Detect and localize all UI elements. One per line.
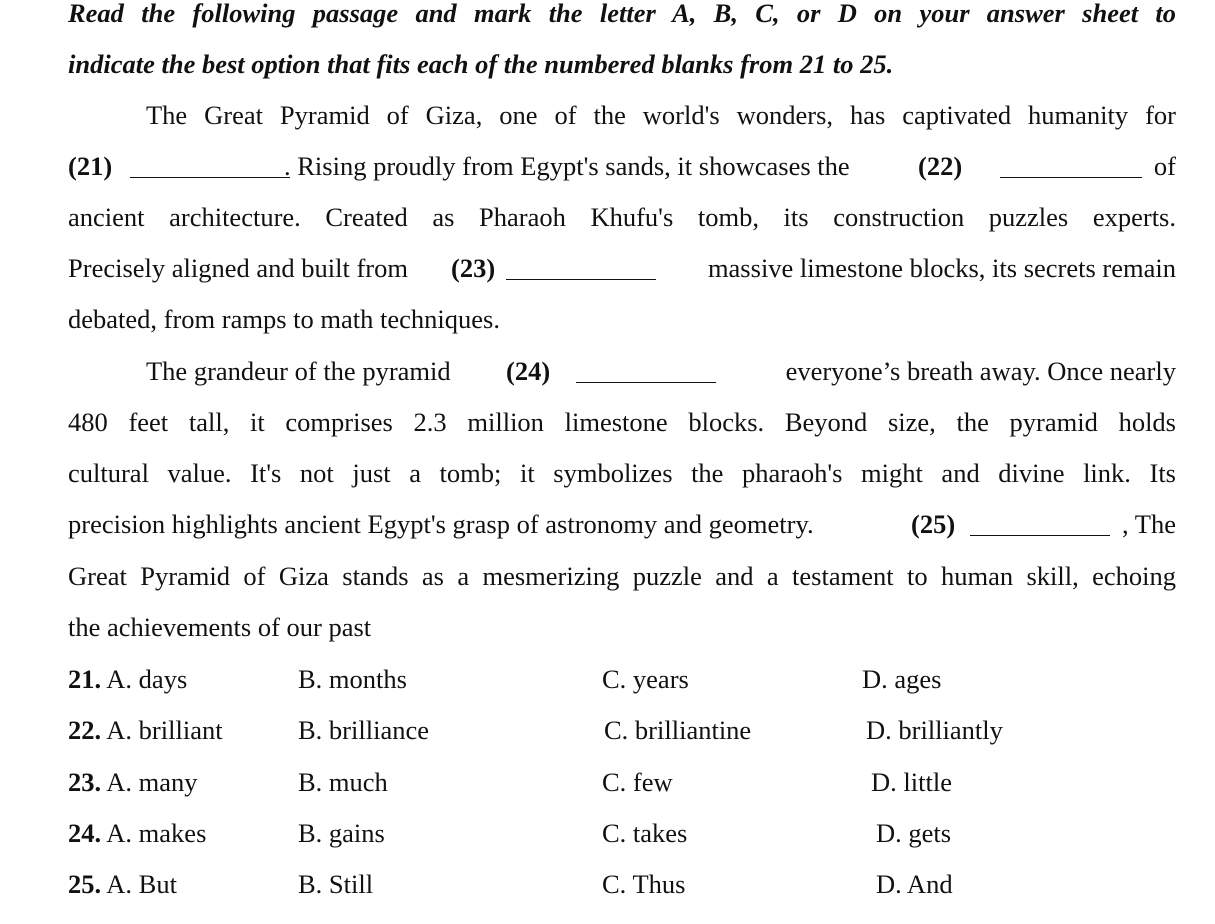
option-b[interactable]: B. Still [298, 869, 374, 899]
passage-p2-line-3: cultural value. It's not just a tomb; it symbolizes the pharaoh's might and divine link. Its [68, 458, 1176, 488]
question-25 [68, 864, 1176, 904]
blank-25[interactable] [970, 511, 1110, 536]
option-b[interactable]: B. much [298, 767, 388, 797]
question-number: 25. [68, 869, 102, 899]
question-number: 21. [68, 664, 102, 694]
passage-p1-line-5: debated, from ramps to math techniques. [68, 304, 500, 334]
passage-p2-line-5: Great Pyramid of Giza stands as a mesmerizing puzzle and a testament to human skill, echoing [68, 561, 1176, 591]
option-a[interactable]: A. makes [106, 818, 207, 848]
passage-p1-line-4-start: Precisely aligned and built from [68, 253, 408, 283]
option-b[interactable]: B. gains [298, 818, 385, 848]
question-number: 24. [68, 818, 102, 848]
blank-21[interactable] [130, 153, 290, 178]
question-21 [68, 659, 1176, 699]
blank-number-25: (25) [911, 509, 956, 539]
passage-p1-line-2 [68, 146, 1176, 186]
passage-p1-line-4 [68, 248, 1176, 288]
option-d[interactable]: D. brilliantly [866, 715, 1003, 745]
option-c[interactable]: C. years [602, 664, 689, 694]
passage-p2-line-1 [68, 351, 1176, 391]
option-a[interactable]: A. many [106, 767, 198, 797]
option-d[interactable]: D. ages [862, 664, 942, 694]
option-b[interactable]: B. brilliance [298, 715, 429, 745]
option-d[interactable]: D. gets [876, 818, 952, 848]
passage-p2-line-4-start: precision highlights ancient Egypt's grasp of astronomy and geometry. [68, 509, 814, 539]
passage-p2-line-4-end: , The [1122, 509, 1176, 539]
option-c[interactable]: C. Thus [602, 869, 686, 899]
blank-number-22: (22) [918, 151, 963, 181]
question-number: 22. [68, 715, 102, 745]
passage-p2-line-2: 480 feet tall, it comprises 2.3 million limestone blocks. Beyond size, the pyramid holds [68, 407, 1176, 437]
blank-22[interactable] [1000, 153, 1142, 178]
option-a[interactable]: A. But [106, 869, 177, 899]
option-c[interactable]: C. few [602, 767, 673, 797]
option-d[interactable]: D. And [876, 869, 953, 899]
option-a[interactable]: A. days [106, 664, 188, 694]
blank-number-23: (23) [451, 253, 496, 283]
blank-24[interactable] [576, 358, 716, 383]
question-24 [68, 813, 1176, 853]
passage-p2-line-4 [68, 504, 1176, 544]
blank-number-24: (24) [506, 356, 551, 386]
instructions-line-2: indicate the best option that fits each of the numbered blanks from 21 to 25. [68, 49, 894, 79]
option-d[interactable]: D. little [871, 767, 952, 797]
option-c[interactable]: C. brilliantine [604, 715, 752, 745]
passage-p1-line-2-end: of [1153, 151, 1176, 181]
option-b[interactable]: B. months [298, 664, 407, 694]
question-number: 23. [68, 767, 102, 797]
passage-p2-line-6: the achievements of our past [68, 612, 372, 642]
passage-p1-line-2-mid: . Rising proudly from Egypt's sands, it showcases the [284, 151, 850, 181]
passage-p2-line-1-end: everyone’s breath away. Once nearly [785, 356, 1176, 386]
passage-p1-line-4-end: massive limestone blocks, its secrets remain [707, 253, 1176, 283]
option-c[interactable]: C. takes [602, 818, 688, 848]
passage-p2-line-1-start: The grandeur of the pyramid [146, 356, 451, 386]
passage-p1-line-1: The Great Pyramid of Giza, one of the world's wonders, has captivated humanity for [146, 100, 1176, 130]
passage-p1-line-3: ancient architecture. Created as Pharaoh Khufu's tomb, its construction puzzles experts. [68, 202, 1176, 232]
blank-number-21: (21) [68, 151, 113, 181]
question-23 [68, 762, 1176, 802]
question-22 [68, 710, 1176, 750]
option-a[interactable]: A. brilliant [106, 715, 223, 745]
blank-23[interactable] [506, 255, 656, 280]
instructions-line-1: Read the following passage and mark the letter A, B, C, or D on your answer sheet to [68, 0, 1176, 28]
